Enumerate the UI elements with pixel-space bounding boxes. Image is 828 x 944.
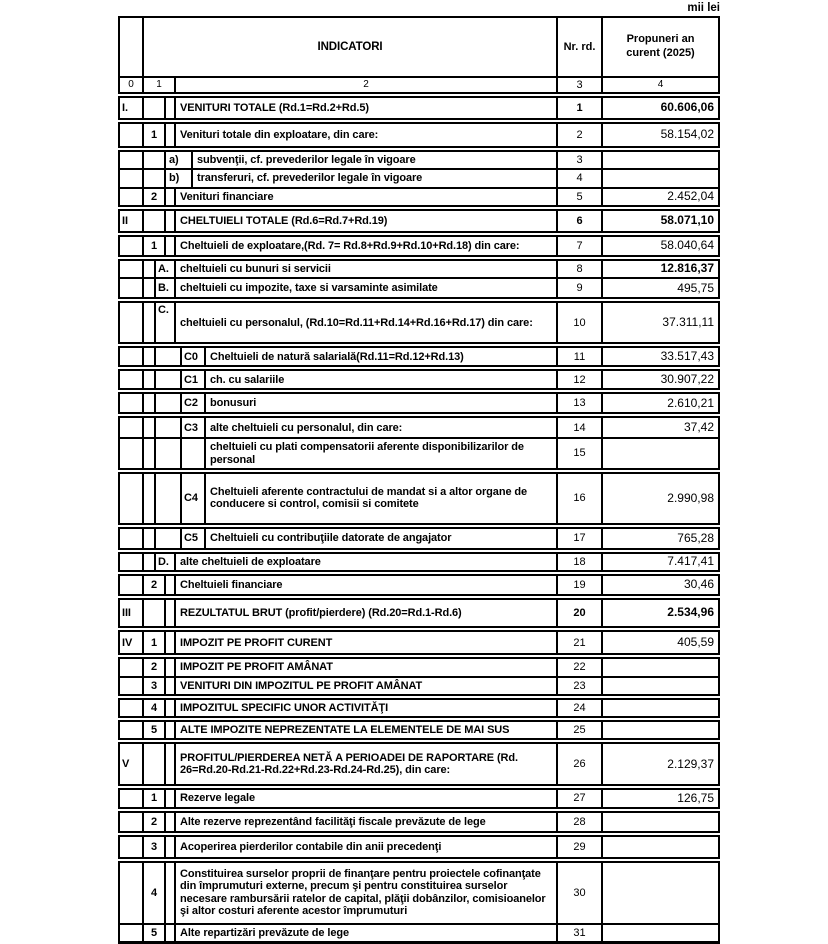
row-index: 4 — [144, 700, 166, 716]
row-indicator-text: Alte rezerve reprezentând facilităţi fiscale prevăzute de lege — [176, 813, 558, 831]
table-body — [118, 96, 720, 944]
row-number: 18 — [558, 554, 603, 570]
row-roman — [120, 279, 144, 297]
row-number: 21 — [558, 632, 603, 653]
row-roman — [120, 124, 144, 146]
row-value: 37,42 — [683, 420, 714, 435]
table-row — [118, 811, 720, 833]
table-row — [118, 835, 720, 859]
row-value: 58.071,10 — [660, 213, 714, 228]
row-roman — [120, 303, 144, 342]
row-index — [144, 348, 156, 365]
row-sublabel: D. — [156, 554, 176, 570]
row-value — [603, 925, 718, 941]
row-roman — [120, 529, 144, 548]
table-row — [118, 676, 720, 696]
indent-cell — [166, 237, 176, 255]
row-indicator-text: IMPOZIT PE PROFIT AMÂNAT — [176, 659, 558, 675]
table-row — [118, 598, 720, 628]
row-sublabel: C4 — [180, 474, 206, 523]
row-index — [144, 261, 156, 277]
table-row — [118, 472, 720, 525]
indent-cell — [156, 394, 180, 412]
table-row — [118, 527, 720, 550]
row-number: 29 — [558, 837, 603, 857]
row-value — [603, 659, 718, 675]
table-row — [118, 96, 720, 120]
row-roman — [120, 837, 144, 857]
row-value — [603, 722, 718, 738]
row-roman — [120, 189, 144, 205]
row-index: 1 — [144, 124, 166, 146]
row-value: 495,75 — [677, 280, 714, 295]
row-index: 3 — [144, 678, 166, 694]
row-number: 17 — [558, 529, 603, 548]
row-index — [144, 170, 166, 186]
table-row — [118, 259, 720, 279]
indent-cell — [166, 863, 176, 923]
row-index — [144, 279, 156, 297]
row-roman — [120, 394, 144, 412]
row-roman: V — [120, 744, 144, 784]
row-number: 20 — [558, 600, 603, 626]
indent-cell — [166, 813, 176, 831]
row-index — [144, 152, 166, 168]
row-index — [144, 554, 156, 570]
table-row — [118, 657, 720, 677]
row-roman: II — [120, 211, 144, 231]
header-corner-cell — [120, 18, 144, 76]
row-value: 33.517,43 — [660, 349, 714, 364]
table-row — [118, 122, 720, 148]
row-roman — [120, 863, 144, 923]
row-indicator-text: Cheltuieli de natură salarială(Rd.11=Rd.12+Rd.13) — [206, 348, 558, 365]
table-row — [118, 552, 720, 572]
row-value: 765,28 — [677, 530, 714, 545]
row-number: 13 — [558, 394, 603, 412]
row-sublabel: C3 — [180, 418, 206, 437]
row-number: 9 — [558, 279, 603, 297]
table-row — [118, 150, 720, 170]
row-roman: I. — [120, 98, 144, 118]
indent-cell — [166, 925, 176, 941]
indent-cell — [166, 678, 176, 694]
row-roman — [120, 576, 144, 594]
row-roman — [120, 813, 144, 831]
row-indicator-text: alte cheltuieli de exploatare — [176, 554, 558, 570]
row-number: 5 — [558, 189, 603, 205]
indent-cell — [166, 632, 176, 653]
row-number: 7 — [558, 237, 603, 255]
row-index — [144, 474, 156, 523]
table-row — [118, 698, 720, 718]
indent-cell — [166, 700, 176, 716]
indent-cell — [156, 418, 180, 437]
row-value — [603, 678, 718, 694]
row-index — [144, 529, 156, 548]
row-roman — [120, 152, 144, 168]
row-number: 25 — [558, 722, 603, 738]
row-indicator-text: Alte repartizări prevăzute de lege — [176, 925, 558, 941]
row-indicator-text: cheltuieli cu impozite, taxe si varsaminte asimilate — [176, 279, 558, 297]
row-roman — [120, 554, 144, 570]
row-value: 2.534,96 — [667, 605, 714, 620]
row-indicator-text: REZULTATUL BRUT (profit/pierdere) (Rd.20=Rd.1-Rd.6) — [176, 600, 558, 626]
colnum-2: 2 — [176, 78, 558, 92]
row-indicator-text: Rezerve legale — [176, 790, 558, 806]
row-indicator-text: PROFITUL/PIERDEREA NETĂ A PERIOADEI DE RAPORTARE (Rd. 26=Rd.20-Rd.21-Rd.22+Rd.23-Rd.24-Rd.25), din care: — [176, 744, 558, 784]
row-value — [603, 439, 718, 468]
indent-cell — [166, 124, 176, 146]
table-row — [118, 861, 720, 925]
row-value: 58.040,64 — [660, 238, 714, 253]
row-value: 12.816,37 — [660, 261, 714, 276]
budget-table — [118, 18, 720, 944]
row-index: 1 — [144, 632, 166, 653]
row-sublabel: C5 — [180, 529, 206, 548]
row-value: 7.417,41 — [667, 554, 714, 569]
header-value-col: Propuneri an curent (2025) — [626, 33, 695, 59]
row-indicator-text: CHELTUIELI TOTALE (Rd.6=Rd.7+Rd.19) — [176, 211, 558, 231]
table-row — [118, 742, 720, 786]
row-value: 2.990,98 — [667, 490, 714, 505]
row-index: 3 — [144, 837, 166, 857]
row-indicator-text: bonusuri — [206, 394, 558, 412]
row-index: 2 — [144, 659, 166, 675]
table-row — [118, 209, 720, 233]
row-value: 30,46 — [683, 577, 714, 592]
row-index — [144, 211, 166, 231]
row-index — [144, 439, 156, 468]
row-value: 58.154,02 — [660, 127, 714, 142]
table-row — [118, 574, 720, 596]
row-indicator-text: Constituirea surselor proprii de finanţare pentru proiectele cofinanţate din împrumuturi externe, precum şi pentru constituirea surselor necesare rambursării ratelor de capital, plăţii dobânzilor, comisioanelor şi altor costuri aferente acestor împrumuturi — [176, 863, 558, 923]
row-roman: III — [120, 600, 144, 626]
row-indicator-text: VENITURI TOTALE (Rd.1=Rd.2+Rd.5) — [176, 98, 558, 118]
colnum-1: 1 — [144, 78, 176, 92]
row-roman — [120, 474, 144, 523]
row-indicator-text: Venituri financiare — [176, 189, 558, 205]
indent-cell — [166, 600, 176, 626]
row-sublabel: B. — [156, 279, 176, 297]
row-sublabel — [180, 439, 206, 468]
row-value: 30.907,22 — [660, 372, 714, 387]
row-number: 27 — [558, 790, 603, 806]
row-roman — [120, 439, 144, 468]
indent-cell — [156, 439, 180, 468]
row-value — [603, 863, 718, 923]
row-value — [603, 837, 718, 857]
row-number: 19 — [558, 576, 603, 594]
table-row — [118, 301, 720, 344]
row-roman — [120, 925, 144, 941]
indent-cell — [166, 576, 176, 594]
row-number: 23 — [558, 678, 603, 694]
row-value — [603, 813, 718, 831]
row-sublabel: a) — [166, 152, 193, 168]
row-indicator-text: cheltuieli cu plati compensatorii aferente disponibilizarilor de personal — [206, 439, 558, 468]
row-number: 3 — [558, 152, 603, 168]
table-row — [118, 168, 720, 188]
row-roman — [120, 170, 144, 186]
unit-label: mii lei — [687, 2, 720, 14]
indent-cell — [166, 722, 176, 738]
indent-cell — [166, 211, 176, 231]
row-sublabel: C2 — [180, 394, 206, 412]
row-number: 11 — [558, 348, 603, 365]
row-roman — [120, 237, 144, 255]
row-roman — [120, 678, 144, 694]
row-number: 1 — [558, 98, 603, 118]
row-index: 1 — [144, 237, 166, 255]
row-number: 12 — [558, 371, 603, 388]
row-number: 24 — [558, 700, 603, 716]
row-index — [144, 418, 156, 437]
colnum-0: 0 — [120, 78, 144, 92]
row-number: 22 — [558, 659, 603, 675]
row-index: 1 — [144, 790, 166, 806]
row-roman — [120, 371, 144, 388]
row-index — [144, 600, 166, 626]
table-row — [118, 416, 720, 439]
row-number: 15 — [558, 439, 603, 468]
row-value — [603, 170, 718, 186]
row-sublabel: C. — [156, 303, 176, 342]
table-row — [118, 187, 720, 207]
row-indicator-text: Acoperirea pierderilor contabile din anii precedenţi — [176, 837, 558, 857]
indent-cell — [166, 837, 176, 857]
row-index: 2 — [144, 813, 166, 831]
row-indicator-text: ch. cu salariile — [206, 371, 558, 388]
row-number: 10 — [558, 303, 603, 342]
row-number: 14 — [558, 418, 603, 437]
row-index — [144, 371, 156, 388]
row-number: 31 — [558, 925, 603, 941]
row-indicator-text: Cheltuieli cu contribuţiile datorate de angajator — [206, 529, 558, 548]
row-indicator-text: Cheltuieli financiare — [176, 576, 558, 594]
row-indicator-text: Cheltuieli aferente contractului de mandat si a altor organe de conducere si control, comisii si comitete — [206, 474, 558, 523]
row-value: 60.606,06 — [660, 100, 714, 115]
row-indicator-text: cheltuieli cu personalul, (Rd.10=Rd.11+Rd.14+Rd.16+Rd.17) din care: — [176, 303, 558, 342]
row-value: 2.452,04 — [667, 189, 714, 204]
row-value: 405,59 — [677, 634, 714, 649]
row-indicator-text: subvenţii, cf. prevederilor legale în vigoare — [193, 152, 558, 168]
row-index: 5 — [144, 722, 166, 738]
row-roman — [120, 348, 144, 365]
row-index — [144, 98, 166, 118]
row-roman — [120, 722, 144, 738]
indent-cell — [166, 189, 176, 205]
row-roman — [120, 261, 144, 277]
row-sublabel: C1 — [180, 371, 206, 388]
row-indicator-text: Cheltuieli de exploatare,(Rd. 7= Rd.8+Rd.9+Rd.10+Rd.18) din care: — [176, 237, 558, 255]
row-indicator-text: VENITURI DIN IMPOZITUL PE PROFIT AMÂNAT — [176, 678, 558, 694]
row-value: 37.311,11 — [662, 315, 714, 330]
row-roman — [120, 700, 144, 716]
row-indicator-text: transferuri, cf. prevederilor legale în vigoare — [193, 170, 558, 186]
indent-cell — [156, 529, 180, 548]
row-roman — [120, 418, 144, 437]
row-indicator-text: ALTE IMPOZITE NEPREZENTATE LA ELEMENTELE DE MAI SUS — [176, 722, 558, 738]
row-value — [603, 152, 718, 168]
indent-cell — [166, 744, 176, 784]
table-row — [118, 630, 720, 655]
row-roman — [120, 659, 144, 675]
table-row — [118, 392, 720, 414]
row-index — [144, 303, 156, 342]
row-index: 2 — [144, 576, 166, 594]
indent-cell — [156, 371, 180, 388]
table-row — [118, 277, 720, 299]
row-indicator-text: IMPOZITUL SPECIFIC UNOR ACTIVITĂŢI — [176, 700, 558, 716]
indent-cell — [166, 659, 176, 675]
table-row — [118, 369, 720, 390]
row-value — [603, 700, 718, 716]
row-number: 26 — [558, 744, 603, 784]
row-index: 4 — [144, 863, 166, 923]
row-indicator-text: alte cheltuieli cu personalul, din care: — [206, 418, 558, 437]
table-row — [118, 235, 720, 257]
colnum-4: 4 — [657, 79, 664, 91]
row-number: 8 — [558, 261, 603, 277]
header-indicators: INDICATORI — [144, 18, 558, 76]
row-sublabel: b) — [166, 170, 193, 186]
table-row — [118, 437, 720, 470]
table-header-row — [118, 16, 720, 78]
row-value: 2.129,37 — [667, 756, 714, 771]
colnum-3: 3 — [558, 78, 603, 92]
indent-cell — [166, 790, 176, 806]
column-number-row — [118, 76, 720, 94]
row-roman — [120, 790, 144, 806]
row-sublabel: A. — [156, 261, 176, 277]
header-nr-rd: Nr. rd. — [558, 18, 603, 76]
row-number: 6 — [558, 211, 603, 231]
row-value: 2.610,21 — [667, 395, 714, 410]
row-number: 2 — [558, 124, 603, 146]
indent-cell — [156, 348, 180, 365]
indent-cell — [156, 474, 180, 523]
row-number: 28 — [558, 813, 603, 831]
indent-cell — [166, 98, 176, 118]
row-indicator-text: cheltuieli cu bunuri si servicii — [176, 261, 558, 277]
row-roman: IV — [120, 632, 144, 653]
table-row — [118, 346, 720, 367]
row-number: 30 — [558, 863, 603, 923]
row-number: 4 — [558, 170, 603, 186]
row-index — [144, 394, 156, 412]
row-sublabel: C0 — [180, 348, 206, 365]
table-row — [118, 720, 720, 740]
table-row — [118, 788, 720, 808]
row-number: 16 — [558, 474, 603, 523]
row-value: 126,75 — [677, 790, 714, 805]
row-index — [144, 744, 166, 784]
row-indicator-text: Venituri totale din exploatare, din care: — [176, 124, 558, 146]
table-row — [118, 923, 720, 944]
row-index: 5 — [144, 925, 166, 941]
row-indicator-text: IMPOZIT PE PROFIT CURENT — [176, 632, 558, 653]
row-index: 2 — [144, 189, 166, 205]
